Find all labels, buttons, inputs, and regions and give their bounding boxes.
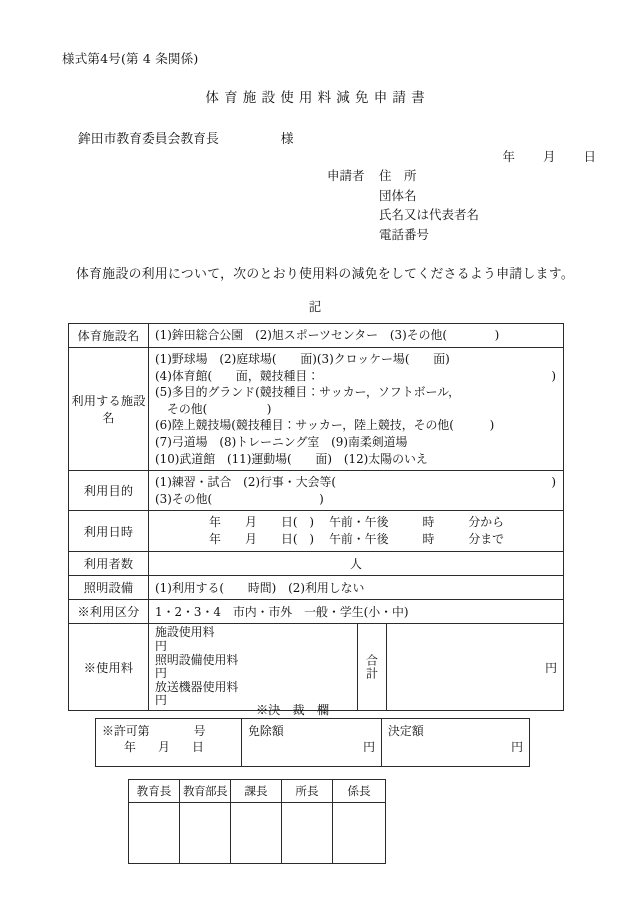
- decision-section-header: ※決 裁 欄: [255, 703, 330, 717]
- application-main-table: [68, 323, 564, 711]
- datetime-row-end: [149, 531, 558, 548]
- fee-item-5: 円: [155, 693, 167, 708]
- applicant-phone-row: [327, 225, 479, 245]
- applicant-name-row: [327, 205, 479, 225]
- page-title: 体育施設使用料減免申請書: [205, 90, 430, 106]
- datetime-row-start: [149, 514, 558, 531]
- lighting-options: (1)利用する( 時間) (2)利用しない: [155, 580, 365, 595]
- datetime-end-minute: 分まで: [468, 532, 505, 547]
- row-value-datetime[interactable]: [149, 511, 564, 552]
- used-facility-line-5: (6)陸上競技場(競技種目：サッカー，陸上競技，その他( ): [155, 418, 495, 433]
- approval-column-header-0: 教育長: [129, 780, 180, 803]
- decided-amount-cell[interactable]: [382, 719, 530, 767]
- applicant-address-row: [327, 166, 479, 186]
- used-facility-line-4: その他( ): [167, 401, 272, 416]
- applicant-label: 申請者: [327, 168, 365, 183]
- permit-number-prefix: ※許可第: [102, 724, 150, 738]
- used-facility-line-6: (7)弓道場 (8)トレーニング室 (9)南柔剣道場: [155, 434, 408, 449]
- table-row-purpose: [69, 471, 564, 511]
- applicant-phone-label: 電話番号: [379, 226, 430, 242]
- permit-date-day: 日: [192, 740, 204, 754]
- fee-item-list: [149, 624, 358, 710]
- table-row-user-count: [69, 552, 564, 576]
- fee-item-2: 照明設備使用料: [155, 652, 239, 667]
- fee-total-value[interactable]: [387, 624, 563, 710]
- used-facility-line-2-close: ): [551, 368, 556, 383]
- approval-column-header-3: 所長: [282, 780, 333, 803]
- addressee-honorific: 様: [280, 132, 294, 147]
- used-facility-line-2: [155, 368, 558, 385]
- permit-date-year: 年: [124, 740, 136, 754]
- applicant-address-label: 住 所: [379, 168, 417, 183]
- datetime-start-year: 年: [209, 515, 221, 530]
- usage-class-options: 1・2・3・4 市内・市外 一般・学生(小・中): [155, 604, 409, 619]
- approval-stamp-cell-4[interactable]: [333, 803, 386, 864]
- date-line: [0, 147, 596, 165]
- facility-name-options: (1)鉾田総合公園 (2)旭スポーツセンター (3)その他( ): [155, 328, 500, 343]
- purpose-line-1: [155, 474, 558, 491]
- datetime-end-ampm: 午前・午後: [329, 532, 389, 547]
- permit-date-month: 月: [158, 740, 170, 754]
- approval-column-header-2: 課長: [231, 780, 282, 803]
- permit-number-cell[interactable]: [96, 719, 242, 767]
- date-month-label: 月: [542, 149, 556, 164]
- permit-number-line: [102, 723, 235, 739]
- row-label-fee: ※使用料: [69, 624, 149, 711]
- table-row-lighting: [69, 576, 564, 600]
- approval-stamp-table: [128, 779, 386, 864]
- used-facility-line-3: (5)多目的グランド(競技種目：サッカー，ソフトボール，: [155, 385, 460, 400]
- fee-total-label: 合計: [358, 624, 387, 710]
- approval-stamp-cell-0[interactable]: [129, 803, 180, 864]
- datetime-end-hour: 時: [422, 532, 435, 547]
- purpose-line-2: (3)その他( ): [155, 491, 324, 506]
- used-facility-line-1: (1)野球場 (2)庭球場( 面)(3)クロッケー場( 面): [155, 352, 450, 366]
- table-row-datetime: [69, 511, 564, 552]
- applicant-name-label: 氏名又は代表者名: [379, 207, 480, 223]
- row-value-facility-name[interactable]: [149, 324, 564, 348]
- row-value-usage-class[interactable]: [149, 600, 564, 624]
- approval-stamp-cell-2[interactable]: [231, 803, 282, 864]
- decision-table: [95, 718, 530, 767]
- ki-mark: 記: [308, 299, 322, 314]
- approval-stamp-header-row: [129, 780, 386, 803]
- table-row-used-facility: [69, 348, 564, 471]
- row-value-purpose[interactable]: [149, 471, 564, 511]
- approval-stamp-cell-1[interactable]: [180, 803, 231, 864]
- table-row-facility-name: [69, 324, 564, 348]
- datetime-start-day: 日( ): [281, 515, 315, 530]
- approval-stamp-body-row: [129, 803, 386, 864]
- applicant-group-row: [327, 186, 479, 206]
- body-paragraph: 体育施設の利用について，次のとおり使用料の減免をしてくださるよう申請します。: [76, 267, 575, 282]
- addressee-name: 鉾田市教育委員会教育長: [78, 132, 219, 147]
- row-label-usage-class: ※利用区分: [69, 600, 149, 624]
- row-label-used-facility: 利用する施設名: [69, 348, 149, 471]
- row-label-user-count: 利用者数: [69, 552, 149, 576]
- datetime-end-month: 月: [245, 532, 257, 547]
- row-value-user-count[interactable]: [149, 552, 564, 576]
- datetime-start-hour: 時: [422, 515, 435, 530]
- row-label-facility-name: 体育施設名: [69, 324, 149, 348]
- fee-item-0: 施設使用料: [155, 625, 215, 640]
- applicant-block: [327, 166, 479, 244]
- used-facility-line-7: (10)武道館 (11)運動場( 面) (12)太陽のいえ: [155, 451, 428, 466]
- approval-column-header-1: 教育部長: [180, 780, 231, 803]
- row-value-fee[interactable]: [149, 624, 564, 711]
- user-count-unit: 人: [350, 557, 362, 572]
- purpose-line-1-close: ): [551, 475, 556, 490]
- permit-number-suffix: 号: [193, 724, 206, 738]
- decision-table-row: [96, 719, 530, 767]
- used-facility-line-2-text: (4)体育館( 面，競技種目：: [155, 368, 320, 383]
- permit-date-line: [102, 739, 235, 755]
- purpose-line-1-text: (1)練習・試合 (2)行事・大会等(: [155, 475, 337, 490]
- row-label-datetime: 利用日時: [69, 511, 149, 552]
- row-value-lighting[interactable]: [149, 576, 564, 600]
- date-day-label: 日: [583, 149, 596, 164]
- fee-item-1: 円: [155, 638, 167, 653]
- fee-total-unit: 円: [545, 660, 557, 675]
- approval-column-header-4: 係長: [333, 780, 386, 803]
- decided-amount-unit: 円: [511, 740, 523, 754]
- row-value-used-facility[interactable]: [149, 348, 564, 471]
- form-number: 様式第4号(第 4 条関係): [62, 51, 199, 66]
- exemption-amount-cell[interactable]: [242, 719, 382, 767]
- addressee-line: [78, 128, 294, 147]
- datetime-end-year: 年: [209, 532, 221, 547]
- approval-stamp-cell-3[interactable]: [282, 803, 333, 864]
- exemption-amount-label: 免除額: [248, 724, 284, 738]
- row-label-lighting: 照明設備: [69, 576, 149, 600]
- datetime-start-minute: 分から: [468, 515, 505, 530]
- datetime-end-day: 日( ): [281, 532, 315, 547]
- row-label-purpose: 利用目的: [69, 471, 149, 511]
- datetime-start-month: 月: [245, 515, 257, 530]
- applicant-group-label: 団体名: [379, 187, 417, 203]
- exemption-amount-unit: 円: [363, 740, 375, 754]
- datetime-start-ampm: 午前・午後: [329, 515, 389, 530]
- fee-item-4: 放送機器使用料: [155, 679, 239, 694]
- fee-item-3: 円: [155, 666, 167, 681]
- date-year-label: 年: [502, 149, 515, 164]
- table-row-usage-class: [69, 600, 564, 624]
- decided-amount-label: 決定額: [388, 724, 424, 738]
- table-row-fee: [69, 624, 564, 711]
